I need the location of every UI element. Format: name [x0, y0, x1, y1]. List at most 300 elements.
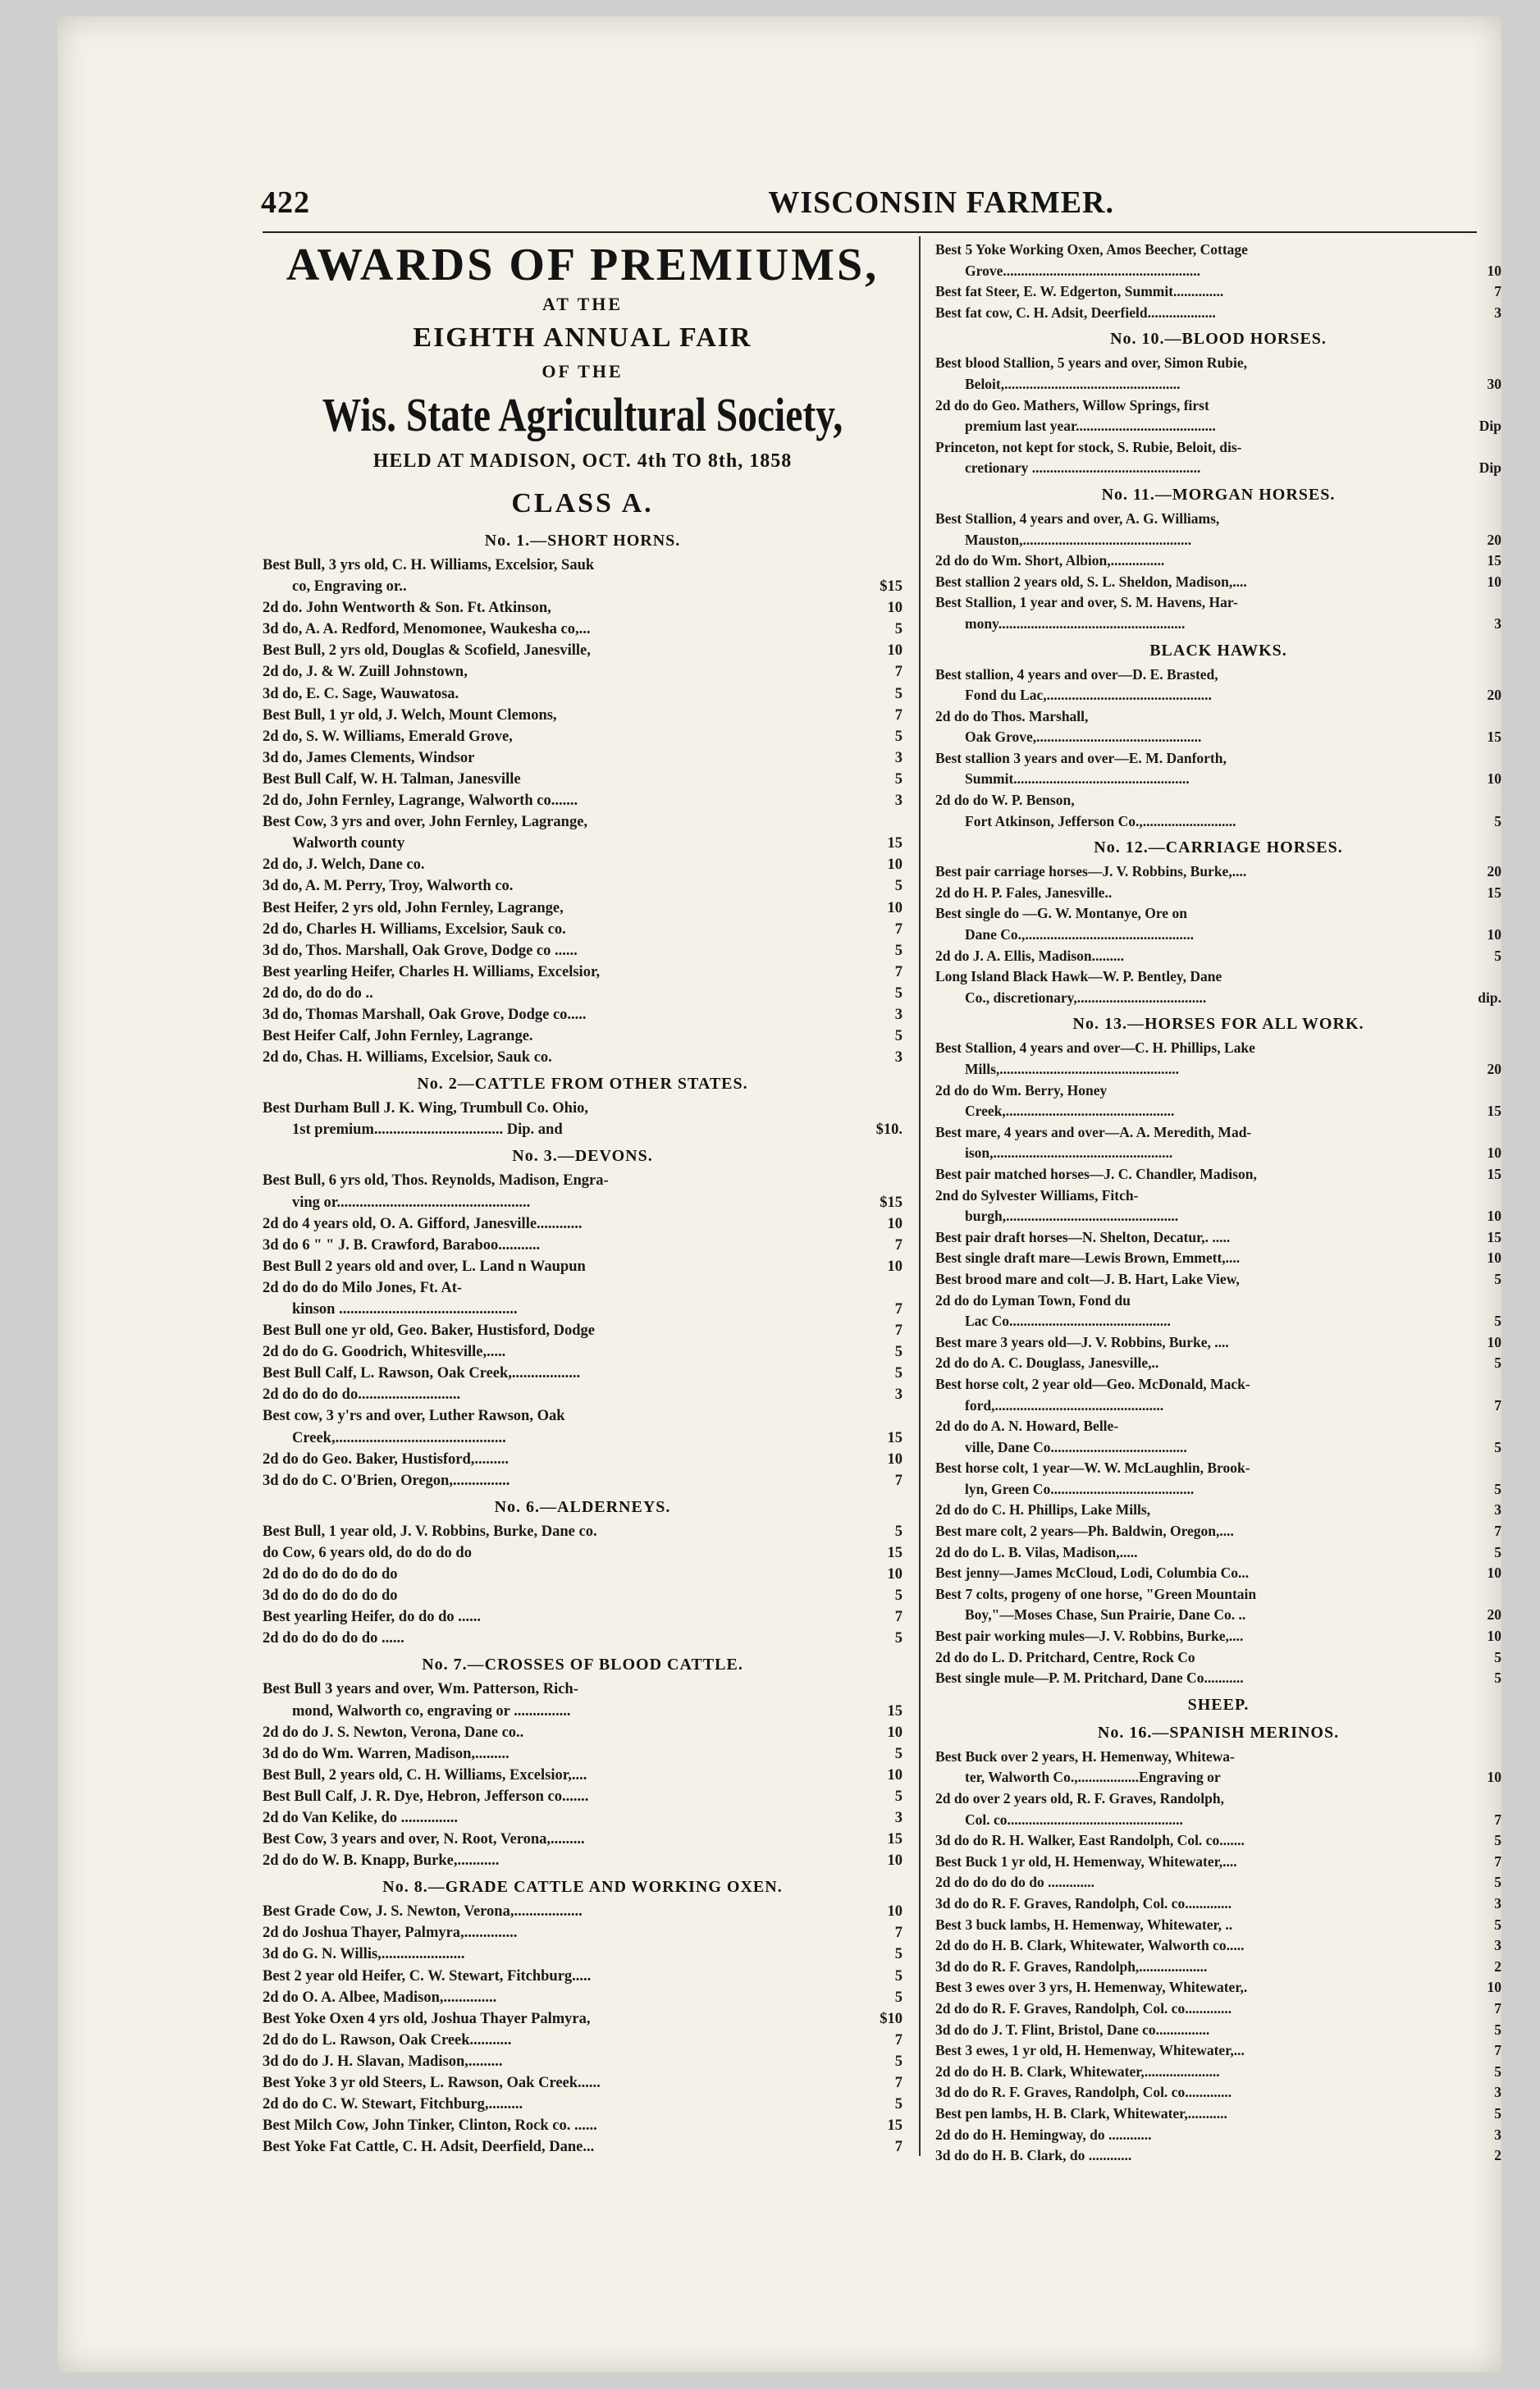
award-entry-text: 2d do do Geo. Mathers, Willow Springs, first [935, 396, 1209, 413]
award-entry [935, 1185, 1501, 1207]
award-amount: 3 [894, 1006, 903, 1023]
award-entry [935, 2040, 1501, 2062]
award-entry-text: 2d do Van Kelike, do ............... [263, 1809, 458, 1826]
award-entry-text: Best Yoke Oxen 4 yrs old, Joshua Thayer Palmyra, [263, 2010, 591, 2027]
award-entry [935, 303, 1501, 324]
award-entry [263, 1606, 903, 1628]
award-entry [935, 790, 1501, 811]
award-entry [935, 1227, 1501, 1249]
award-entry-text: Best pair working mules—J. V. Robbins, Burke,.... [935, 1628, 1244, 1645]
award-entry [263, 576, 903, 597]
award-amount: 5 [1494, 2104, 1501, 2122]
award-amount: 20 [1487, 863, 1501, 880]
award-amount: 3 [1494, 1937, 1501, 1954]
award-entry [935, 1101, 1501, 1122]
award-entry-text: 2d do. John Wentworth & Son. Ft. Atkinson, [263, 600, 551, 617]
award-entry-text: 2d do, Chas. H. Williams, Excelsior, Sauk co. [263, 1049, 552, 1067]
award-entry [263, 1047, 903, 1068]
award-entry [935, 1521, 1501, 1542]
award-amount: 30 [1487, 375, 1501, 392]
award-amount: 3 [1494, 304, 1501, 321]
award-entry [935, 1830, 1501, 1852]
award-entry [935, 811, 1501, 833]
award-entry-text: 3d do do R. H. Walker, East Randolph, Col. co....... [935, 1832, 1245, 1849]
section-heading: No. 13.—HORSES FOR ALL WORK. [1072, 1015, 1364, 1034]
award-amount: 3 [894, 1049, 903, 1067]
running-title: WISCONSIN FARMER. [768, 185, 1114, 220]
award-section [935, 327, 1501, 479]
award-entry-text: 2d do, J. & W. Zuill Johnstown, [263, 664, 468, 681]
award-entry-text: Best Cow, 3 yrs and over, John Fernley, Lagrange, [263, 814, 588, 831]
award-entry [263, 1521, 903, 1542]
award-amount: 5 [1494, 1648, 1501, 1665]
award-entry [935, 1998, 1501, 2020]
award-amount: 15 [1487, 729, 1501, 746]
award-entry [935, 458, 1501, 479]
award-entry-text: Best 5 Yoke Working Oxen, Amos Beecher, Cottage [935, 241, 1248, 258]
award-entry [935, 2125, 1501, 2146]
award-amount: 5 [1494, 1543, 1501, 1560]
award-entry [935, 925, 1501, 946]
award-entry [263, 1679, 903, 1700]
award-entry-text: Best stallion 3 years and over—E. M. Danforth, [935, 749, 1227, 766]
award-entry-text: Fond du Lac,.............................................. [965, 687, 1212, 704]
award-entry-text: Best Heifer Calf, John Fernley, Lagrange. [263, 1028, 533, 1045]
award-amount: 10 [1487, 573, 1501, 590]
award-amount: 10 [887, 1903, 903, 1921]
award-entry-text: Best 2 year old Heifer, C. W. Stewart, Fitchburg..... [263, 1967, 592, 1985]
award-entry-text: 2d do do G. Goodrich, Whitesville,..... [263, 1344, 506, 1361]
award-section [263, 1495, 903, 1650]
award-entry-text: Best 3 buck lambs, H. Hemenway, Whitewater, .. [935, 1916, 1233, 1933]
award-entry-text: Best jenny—James McCloud, Lodi, Columbia Co... [935, 1564, 1250, 1582]
award-entry [263, 1542, 903, 1564]
award-amount: $10 [880, 2010, 903, 2027]
award-entry [935, 966, 1501, 988]
award-amount: 20 [1487, 531, 1501, 548]
award-entry-text: 2d do do H. B. Clark, Whitewater, Walworth co..... [935, 1937, 1245, 1954]
award-amount: 3 [1494, 2126, 1501, 2143]
award-entry [263, 1722, 903, 1743]
award-amount: 5 [894, 878, 903, 895]
award-entry-text: mony.................................................... [965, 614, 1186, 632]
award-amount: 7 [1494, 1396, 1501, 1414]
award-amount: 7 [894, 1609, 903, 1626]
award-entry-text: 2d do, J. Welch, Dane co. [263, 856, 425, 874]
award-entry-text: Best Grade Cow, J. S. Newton, Verona,.................. [263, 1903, 583, 1921]
award-entry-text: Fort Atkinson, Jefferson Co.,.......................... [965, 812, 1236, 829]
award-entry-text: 2d do do A. N. Howard, Belle- [935, 1418, 1119, 1435]
award-amount: $10. [875, 1121, 903, 1139]
award-entry [935, 572, 1501, 593]
award-entry [263, 2115, 903, 2136]
award-amount: 5 [894, 685, 903, 702]
award-entry [935, 281, 1501, 303]
award-entry-text: 2d do do do Milo Jones, Ft. At- [263, 1279, 463, 1296]
award-entry [935, 1747, 1501, 1768]
award-amount: 15 [1487, 552, 1501, 569]
masthead-of-the: OF THE [542, 361, 624, 381]
award-entry-text: burgh,................................................ [965, 1208, 1179, 1225]
award-entry [935, 1458, 1501, 1479]
award-entry [263, 1966, 903, 1987]
award-section [935, 835, 1501, 1008]
award-entry [935, 1563, 1501, 1584]
award-entry-text: 2d do do do do do ...... [263, 1630, 404, 1647]
award-entry [263, 2008, 903, 2030]
award-entry [935, 395, 1501, 417]
award-entry-text: Best pair draft horses—N. Shelton, Decatur,. ..... [935, 1228, 1231, 1245]
award-entry-text: 3d do, E. C. Sage, Wauwatosa. [263, 685, 459, 702]
award-entry [263, 1405, 903, 1427]
award-amount: 3 [1494, 2084, 1501, 2101]
award-section [935, 482, 1501, 635]
award-amount: 5 [1494, 1916, 1501, 1933]
award-amount: 5 [894, 1587, 903, 1605]
award-entry [263, 898, 903, 919]
award-amount: 2 [1494, 2147, 1501, 2164]
award-amount: 3 [1494, 1894, 1501, 1912]
award-entry [263, 1384, 903, 1405]
masthead [263, 240, 903, 525]
award-entry-text: kinson ............................................... [292, 1301, 518, 1318]
award-entry [263, 1901, 903, 1922]
award-entry-text: ford,............................................... [965, 1396, 1164, 1414]
award-section [263, 528, 903, 1068]
award-entry-text: 2d do do C. W. Stewart, Fitchburg,......... [263, 2096, 523, 2113]
award-entry [263, 705, 903, 726]
section-heading: BLACK HAWKS. [1149, 641, 1287, 660]
award-amount: 15 [1487, 1103, 1501, 1120]
award-entry [935, 416, 1501, 437]
award-entry [935, 1164, 1501, 1185]
award-entry-text: Best Bull Calf, W. H. Talman, Janesville [263, 770, 521, 788]
award-amount: 10 [887, 1724, 903, 1741]
award-entry [935, 1395, 1501, 1417]
award-entry [263, 1850, 903, 1871]
award-entry [935, 614, 1501, 635]
award-entry-text: 2d do O. A. Albee, Madison,.............. [263, 1989, 497, 2006]
award-entry [263, 983, 903, 1004]
award-entry [935, 748, 1501, 770]
award-amount: 2 [1494, 1957, 1501, 1975]
section-heading: No. 10.—BLOOD HORSES. [1110, 330, 1327, 349]
award-entry [935, 727, 1501, 748]
award-entry [935, 1767, 1501, 1788]
award-amount: 7 [894, 1322, 903, 1340]
award-entry [935, 1479, 1501, 1501]
award-entry-text: Best 3 ewes over 3 yrs, H. Hemenway, Whitewater,. [935, 1979, 1248, 1996]
award-amount: 5 [1494, 2062, 1501, 2080]
award-entry-text: Princeton, not kept for stock, S. Rubie, Beloit, dis- [935, 438, 1242, 455]
award-entry-text: 2d do J. A. Ellis, Madison......... [935, 947, 1124, 964]
award-entry [935, 592, 1501, 614]
award-entry [263, 1987, 903, 2008]
award-entry-text: Best 7 colts, progeny of one horse, "Green Mountain [935, 1585, 1257, 1602]
award-entry [263, 1743, 903, 1765]
award-entry-text: cretionary ............................................... [965, 459, 1201, 477]
award-amount: 10 [887, 856, 903, 874]
award-amount: Dip [1478, 418, 1501, 435]
section-heading: SHEEP. [1187, 1695, 1250, 1714]
award-entry-text: Co., discretionary,.................................... [965, 989, 1207, 1006]
award-entry-text: Best Bull, 2 years old, C. H. Williams, Excelsior,.... [263, 1766, 587, 1784]
award-amount: 5 [894, 1028, 903, 1045]
award-amount: 5 [894, 770, 903, 788]
award-entry [935, 530, 1501, 551]
award-entry [935, 240, 1501, 261]
award-entry [935, 1872, 1501, 1893]
award-amount: 10 [887, 1766, 903, 1784]
award-amount: 7 [894, 920, 903, 938]
award-entry-text: 3d do, Thomas Marshall, Oak Grove, Dodge co..... [263, 1006, 587, 1023]
award-entry-text: Best Yoke Fat Cattle, C. H. Adsit, Deerfield, Dane... [263, 2139, 595, 2156]
award-entry-text: 2d do do L. D. Pritchard, Centre, Rock Co [935, 1648, 1195, 1665]
award-entry-text: 3d do do C. O'Brien, Oregon,............... [263, 1472, 510, 1489]
award-entry [935, 2145, 1501, 2167]
award-amount: 5 [894, 984, 903, 1002]
award-entry [935, 1206, 1501, 1227]
award-amount: 15 [887, 835, 903, 852]
award-amount: 15 [887, 1544, 903, 1561]
award-entry [263, 597, 903, 619]
award-entry-text: Mills,.................................................. [965, 1061, 1180, 1077]
award-entry [263, 1025, 903, 1047]
running-head [261, 185, 1114, 221]
award-entry-text: 2d do, Charles H. Williams, Excelsior, Sauk co. [263, 920, 566, 938]
award-amount: 7 [1494, 1999, 1501, 2017]
award-amount: 15 [887, 2117, 903, 2135]
award-amount: 7 [894, 2139, 903, 2156]
column-rule [919, 236, 921, 2156]
award-entry-text: Best brood mare and colt—J. B. Hart, Lake View, [935, 1270, 1240, 1287]
award-entry-text: 3d do do R. F. Graves, Randolph, Col. co............. [935, 2084, 1232, 2101]
award-entry [263, 1363, 903, 1384]
award-entry-text: 3d do, James Clements, Windsor [263, 749, 475, 766]
award-amount: 10 [1487, 1769, 1501, 1786]
award-entry-text: Long Island Black Hawk—W. P. Bentley, Dane [935, 968, 1222, 985]
award-amount: 10 [887, 1852, 903, 1870]
award-entry [935, 1143, 1501, 1164]
award-entry [263, 1944, 903, 1965]
award-entry-text: Best 3 ewes, 1 yr old, H. Hemenway, Whitewater,... [935, 2042, 1245, 2059]
award-entry-text: Mauston,............................................... [965, 531, 1192, 548]
award-amount: 7 [1494, 283, 1501, 300]
award-section [263, 1875, 903, 2158]
award-entry-text: 2d do do H. Hemingway, do ............ [935, 2126, 1152, 2143]
award-entry [935, 1080, 1501, 1102]
header-rule [263, 231, 1477, 233]
award-entry-text: Best Buck 1 yr old, H. Hemenway, Whitewater,.... [935, 1852, 1237, 1870]
award-entry [263, 1299, 903, 1320]
award-amount: 15 [1487, 1228, 1501, 1245]
award-amount: 5 [894, 1344, 903, 1361]
award-entry [263, 919, 903, 940]
award-entry [263, 2072, 903, 2094]
award-amount: 10 [1487, 1979, 1501, 1996]
award-amount: 5 [1494, 812, 1501, 829]
award-section [263, 1071, 903, 1140]
award-amount: 3 [1494, 614, 1501, 632]
award-entry-text: 3d do 6 " " J. B. Crawford, Baraboo........... [263, 1236, 541, 1254]
award-entry-text: Best pen lambs, H. B. Clark, Whitewater,........... [935, 2104, 1227, 2122]
award-amount: 3 [894, 1809, 903, 1826]
award-amount: 10 [887, 600, 903, 617]
award-entry [263, 833, 903, 854]
award-entry-text: 2d do do Lyman Town, Fond du [935, 1291, 1131, 1309]
award-entry [263, 1786, 903, 1807]
award-amount: 10 [1487, 770, 1501, 788]
award-entry [263, 1449, 903, 1470]
award-entry-text: lyn, Green Co........................................ [965, 1480, 1195, 1497]
award-section [935, 1692, 1501, 1717]
award-entry-text: 2d do, John Fernley, Lagrange, Walworth co....... [263, 793, 578, 810]
award-entry [935, 2082, 1501, 2104]
section-heading: No. 1.—SHORT HORNS. [484, 532, 681, 550]
award-entry-text: Best fat cow, C. H. Adsit, Deerfield................... [935, 304, 1216, 321]
award-amount: 7 [894, 1301, 903, 1318]
award-entry [263, 1192, 903, 1213]
award-amount: 10 [1487, 262, 1501, 279]
award-amount: 7 [1494, 1852, 1501, 1870]
award-amount: 5 [894, 1365, 903, 1382]
award-section [263, 1652, 903, 1871]
award-entry-text: 3d do do H. B. Clark, do ............ [935, 2147, 1132, 2164]
award-entry [263, 769, 903, 790]
award-amount: 5 [1494, 1874, 1501, 1891]
award-amount: 5 [894, 942, 903, 959]
award-entry-text: 2d do do Thos. Marshall, [935, 707, 1089, 724]
award-entry [263, 2030, 903, 2051]
award-entry [935, 988, 1501, 1009]
award-amount: 10 [887, 642, 903, 660]
award-entry-text: 1st premium.................................. Dip. and [292, 1121, 563, 1139]
award-entry-text: 2d do do A. C. Douglass, Janesville,.. [935, 1354, 1159, 1372]
award-entry-text: ison,.................................................. [965, 1144, 1173, 1162]
award-entry-text: Best horse colt, 2 year old—Geo. McDonald, Mack- [935, 1375, 1250, 1392]
award-amount: 10 [1487, 926, 1501, 943]
award-entry [935, 1059, 1501, 1080]
award-amount: 7 [894, 2031, 903, 2049]
award-entry-text: ter, Walworth Co.,.................Engraving or [965, 1769, 1221, 1786]
award-entry [263, 1235, 903, 1256]
award-entry [935, 1311, 1501, 1332]
section-heading: No. 3.—DEVONS. [512, 1147, 653, 1166]
award-amount: 5 [1494, 2021, 1501, 2038]
award-entry [935, 1269, 1501, 1290]
award-entry-text: 2d do do W. B. Knapp, Burke,........... [263, 1852, 500, 1870]
award-amount: 10 [1487, 1564, 1501, 1582]
award-amount: 10 [887, 1215, 903, 1232]
award-entry-text: 2d do do J. S. Newton, Verona, Dane co.. [263, 1724, 524, 1741]
scanned-page [57, 16, 1501, 2373]
award-entry-text: 2d do do W. P. Benson, [935, 792, 1075, 809]
award-entry [263, 2051, 903, 2072]
award-entry [263, 1213, 903, 1235]
right-column [935, 240, 1501, 2167]
award-amount: 15 [1487, 884, 1501, 901]
award-entry [263, 726, 903, 747]
award-amount: 10 [887, 1258, 903, 1275]
award-entry-text: 2d do H. P. Fales, Janesville.. [935, 884, 1113, 901]
award-entry-text: ving or................................................... [292, 1194, 531, 1211]
award-entry-text: Grove....................................................... [965, 262, 1200, 279]
award-amount: 7 [894, 664, 903, 681]
award-entry-text: Best Bull, 6 yrs old, Thos. Reynolds, Madison, Engra- [263, 1172, 609, 1190]
award-entry [935, 1935, 1501, 1957]
award-amount: dip. [1478, 989, 1501, 1006]
award-amount: 7 [894, 1925, 903, 1942]
award-amount: 5 [894, 1523, 903, 1540]
award-entry [263, 1470, 903, 1491]
masthead-at-the: AT THE [542, 294, 624, 314]
award-entry-text: 3d do do R. F. Graves, Randolph,................... [935, 1957, 1208, 1975]
award-entry-text: Best single mule—P. M. Pritchard, Dane Co........... [935, 1670, 1244, 1687]
award-section [935, 638, 1501, 833]
award-section [935, 1012, 1501, 1688]
award-entry [935, 665, 1501, 686]
award-amount: 10 [1487, 1144, 1501, 1162]
award-amount: 5 [894, 1745, 903, 1762]
award-amount: 5 [1494, 1313, 1501, 1330]
award-entry-text: Best Stallion, 4 years and over, A. G. Williams, [935, 509, 1220, 527]
award-amount: 10 [887, 1566, 903, 1583]
award-entry-text: Best pair matched horses—J. C. Chandler, Madison, [935, 1165, 1257, 1182]
award-entry-text: Best stallion, 4 years and over—D. E. Brasted, [935, 665, 1218, 683]
award-entry [935, 1038, 1501, 1059]
award-entry-text: Best Buck over 2 years, H. Hemenway, Whitewa- [935, 1747, 1235, 1765]
award-entry-text: 2d do do R. F. Graves, Randolph, Col. co............. [935, 1999, 1232, 2017]
award-entry-text: Best Heifer, 2 yrs old, John Fernley, Lagrange, [263, 899, 564, 916]
masthead-held: HELD AT MADISON, OCT. 4th TO 8th, 1858 [372, 450, 793, 472]
award-entry-text: Col. co................................................. [965, 1811, 1183, 1828]
award-entry [935, 1584, 1501, 1606]
award-entry-text: Best single draft mare—Lewis Brown, Emmett,.... [935, 1249, 1241, 1267]
award-entry [935, 1500, 1501, 1521]
award-amount: 7 [894, 706, 903, 724]
award-entry [263, 1628, 903, 1649]
award-entry [263, 1564, 903, 1585]
award-amount: 15 [887, 1702, 903, 1720]
award-entry [263, 962, 903, 983]
award-amount: 5 [1494, 947, 1501, 964]
award-entry-text: Creek,............................................. [292, 1429, 506, 1446]
award-amount: 5 [894, 2053, 903, 2070]
award-entry-text: do Cow, 6 years old, do do do do [263, 1544, 472, 1561]
award-entry [263, 747, 903, 769]
award-amount: 10 [1487, 1249, 1501, 1267]
award-amount: 7 [1494, 1523, 1501, 1540]
award-entry [935, 1332, 1501, 1354]
award-entry-text: Best mare 3 years old—J. V. Robbins, Burke, .... [935, 1333, 1229, 1350]
award-entry [935, 1810, 1501, 1831]
award-entry-text: 2d do do L. Rawson, Oak Creek........... [263, 2031, 512, 2049]
section-heading: No. 7.—CROSSES OF BLOOD CATTLE. [422, 1656, 743, 1674]
award-amount: 15 [887, 1429, 903, 1446]
award-entry [935, 1416, 1501, 1437]
award-entry [263, 1119, 903, 1140]
award-amount: Dip [1478, 459, 1501, 477]
award-section [263, 1144, 903, 1491]
award-entry-text: Best Bull 2 years old and over, L. Land n Waupun [263, 1258, 586, 1275]
award-entry [263, 940, 903, 962]
section-heading: No. 2—CATTLE FROM OTHER STATES. [417, 1075, 748, 1094]
award-entry [935, 706, 1501, 728]
award-entry-text: 2d do do Geo. Baker, Hustisford,......... [263, 1450, 509, 1468]
award-amount: 10 [1487, 1333, 1501, 1350]
award-entry [263, 555, 903, 576]
award-entry-text: Best horse colt, 1 year—W. W. McLaughlin, Brook- [935, 1459, 1250, 1477]
